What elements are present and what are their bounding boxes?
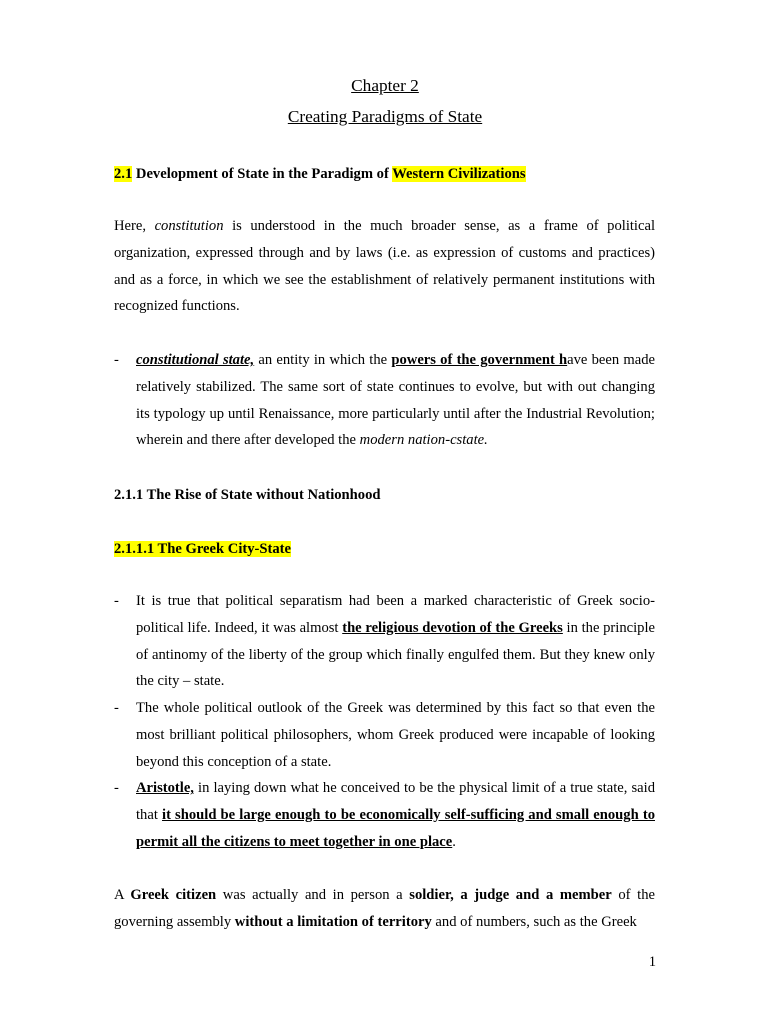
intro-paragraph — [114, 213, 655, 320]
greek-bullet-1 — [114, 588, 655, 695]
chapter-number: Chapter 2 — [351, 76, 419, 95]
section-2-1-1-1-heading — [114, 540, 291, 558]
modern-nation-state-term: modern nation-cstate. — [359, 432, 488, 449]
bullet-text — [136, 588, 655, 695]
bullet-dash: - — [114, 700, 119, 716]
greek-city-state-highlight: 2.1.1.1 The Greek City-State — [114, 541, 291, 557]
bullet-text-part: . — [452, 833, 456, 850]
bullet-text — [136, 775, 655, 855]
territory-term: without a limitation of territory — [234, 913, 432, 930]
greek-bullet-2 — [114, 695, 655, 775]
aristotle-term: Aristotle, — [136, 780, 194, 796]
bullet-text-part: in laying down what he conceived to be the physical limit of a true state, said that — [136, 780, 655, 823]
closing-text-part: and of numbers, such as the Greek — [431, 913, 637, 930]
closing-text-part: of the governing assembly — [114, 887, 655, 930]
bullet-text-part: in the principle of antinomy of the liberty of the group which finally engulfed them. But they knew only the city – state. — [136, 619, 655, 690]
large-enough-emphasis: it should be large enough to be economically self-sufficing and small enough to permit all the citizens to meet together in one place — [136, 806, 655, 850]
section-title-text: Development of State in the Paradigm of — [132, 166, 393, 182]
bullet-text-part: ave been made relatively stabilized. The same sort of state continues to evolve, but with out changing its typology up until Renaissance, more particularly until after the Industrial Revolution; wherein and there after developed the — [136, 352, 656, 449]
bullet-text-part: It is true that political separatism had been a marked characteristic of Greek socio-political life. Indeed, it was almost — [136, 593, 655, 636]
section-2-1-heading — [114, 165, 526, 183]
constitutional-state-term: constitutional state, — [136, 352, 255, 368]
powers-emphasis: powers of the government h — [391, 352, 568, 368]
intro-text-start: Here, — [114, 218, 155, 234]
bullet-dash: - — [114, 593, 119, 609]
bullet-text: The whole political outlook of the Greek was determined by this fact so that even the most brilliant political philosophers, whom Greek produced were incapable of looking beyond this conception of a state. — [136, 700, 655, 770]
bullet-dash: - — [114, 352, 119, 368]
greek-citizen-term: Greek citizen — [130, 887, 217, 903]
constitutional-state-bullet — [114, 347, 655, 454]
bullet-dash: - — [114, 780, 119, 796]
constitution-term: constitution — [154, 218, 224, 234]
section-2-1-1-heading: 2.1.1 The Rise of State without Nationhood — [114, 487, 381, 503]
page-number: 1 — [648, 954, 656, 970]
soldier-judge-term: soldier, a judge and a member — [409, 887, 612, 903]
greek-bullet-3 — [114, 775, 655, 855]
closing-text-part: was actually and in person a — [216, 887, 410, 903]
closing-text-part: A — [114, 887, 131, 903]
closing-paragraph — [114, 882, 655, 936]
chapter-title: Creating Paradigms of State — [287, 107, 483, 126]
section-title-highlight: Western Civilizations — [392, 166, 526, 182]
religious-devotion-emphasis: the religious devotion of the Greeks — [342, 619, 563, 636]
section-number-highlight: 2.1 — [114, 166, 133, 182]
intro-text-rest: is understood in the much broader sense, as a frame of political organization, expressed through and by laws (i.e. as expression of customs and practices) and as a force, in which we see the establishment of relatively permanent institutions with recognized functions. — [114, 218, 655, 315]
bullet-text-part: an entity in which the — [254, 352, 392, 368]
bullet-text — [136, 347, 655, 454]
